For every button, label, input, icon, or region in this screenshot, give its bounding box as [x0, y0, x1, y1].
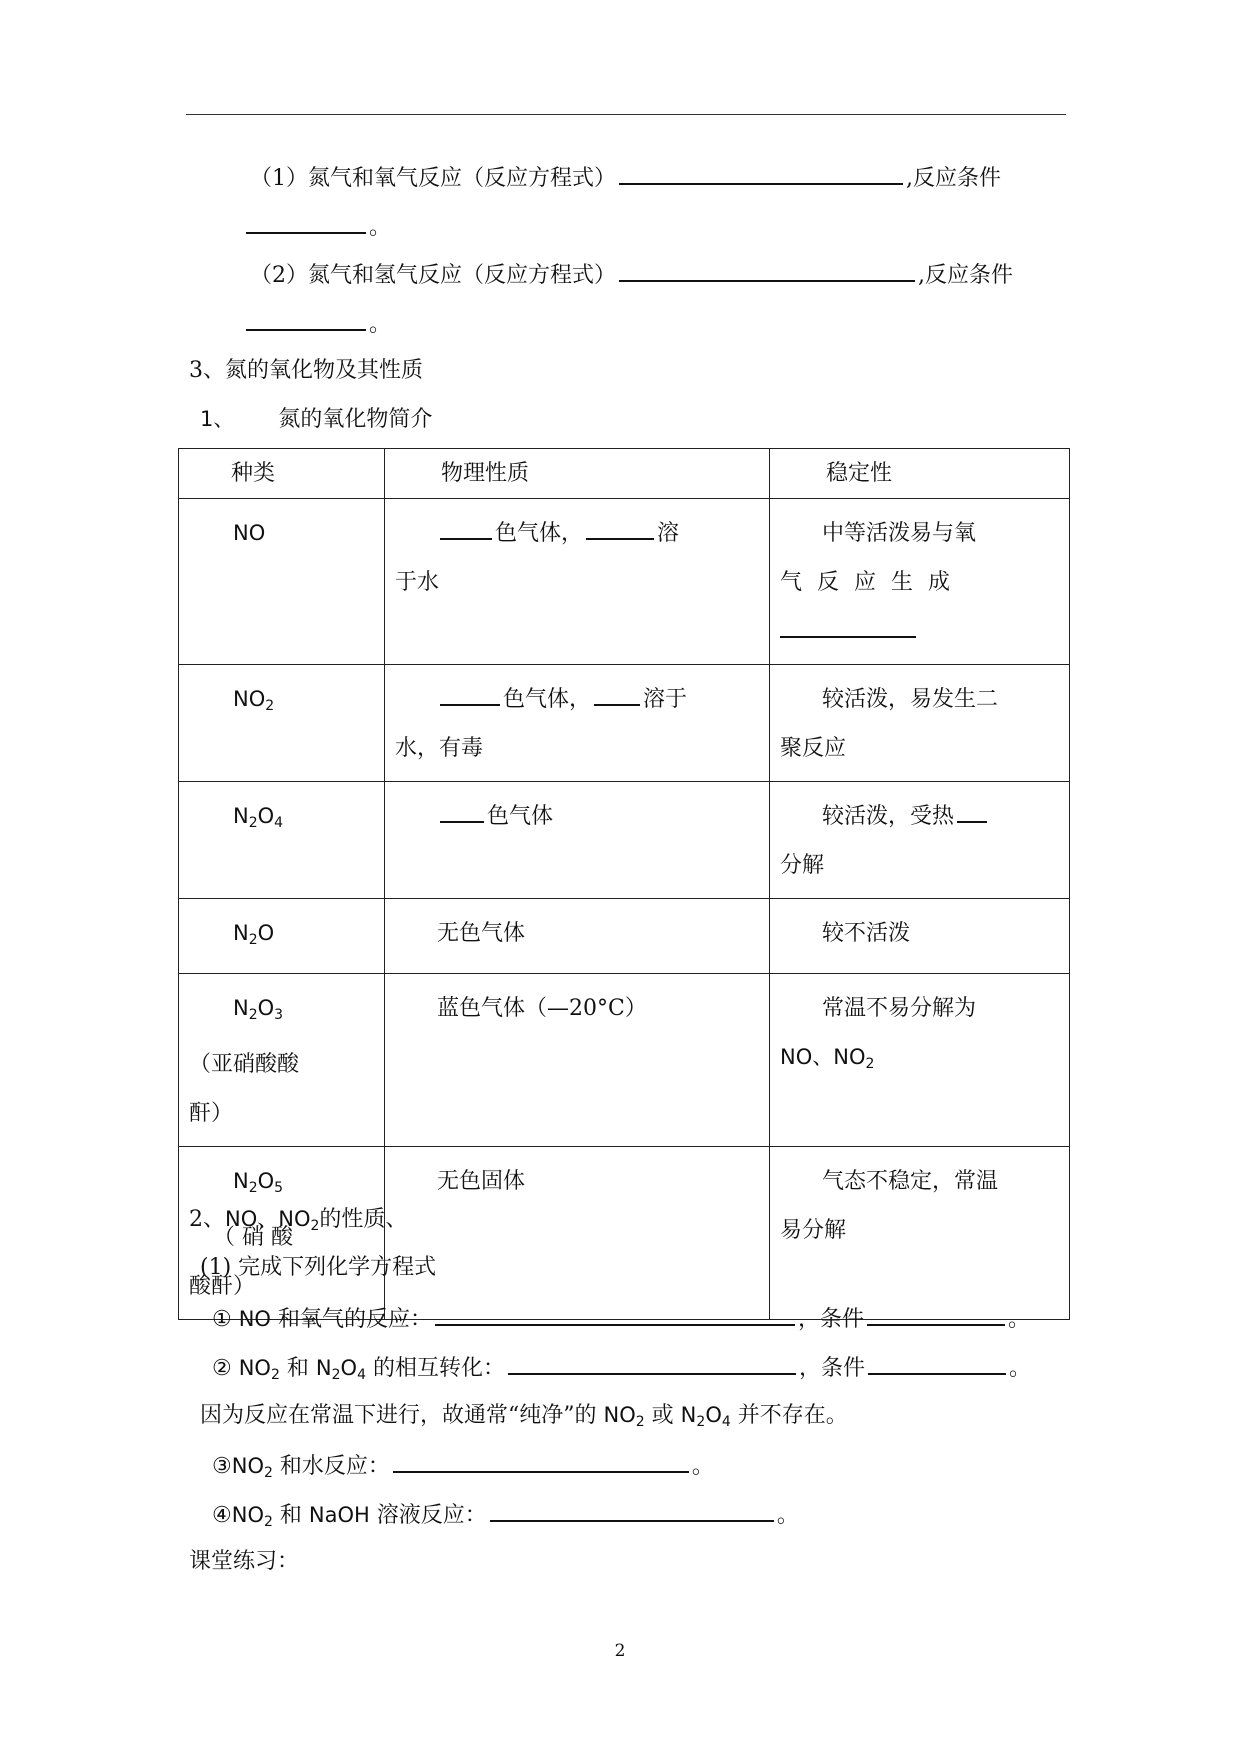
reaction-item-1-condition: 。 — [246, 210, 391, 243]
answer-blank[interactable] — [508, 1351, 796, 1375]
answer-blank[interactable] — [246, 307, 366, 331]
answer-blank[interactable] — [868, 1351, 1006, 1375]
answer-blank[interactable] — [867, 1302, 1005, 1326]
table-header-row — [179, 449, 1070, 499]
answer-blank[interactable] — [393, 1449, 689, 1473]
answer-blank[interactable] — [780, 614, 916, 638]
table-header: 物理性质 — [385, 449, 770, 499]
answer-blank[interactable] — [440, 682, 500, 706]
header-rule — [186, 114, 1066, 115]
answer-blank[interactable] — [594, 682, 640, 706]
practice-heading: 课堂练习： — [189, 1549, 300, 1574]
equation-3: $③NO_2$ 和水反应： 。 — [212, 1449, 714, 1488]
table-row: $N_2O_5$ （ 硝 酸 酸酐） 无色固体 气态不稳定，常温 易分解 — [179, 1147, 1070, 1320]
question-1: (1) 完成下列化学方程式 — [200, 1255, 437, 1280]
oxide-formula: $NO_2$ — [233, 687, 275, 714]
oxide-formula: $N_2O$ — [233, 921, 275, 948]
reaction-item-1: （1）氮气和氧气反应（反应方程式） ,反应条件 — [250, 161, 1001, 194]
answer-blank[interactable] — [490, 1498, 774, 1522]
answer-blank[interactable] — [619, 161, 903, 185]
note-text: 因为反应在常温下进行，故通常“纯净”的 $NO_2$ 或 $N_2O_4$ 并不存在。 — [200, 1403, 848, 1430]
answer-blank[interactable] — [586, 516, 654, 540]
equation-4: $④NO_2$ 和 NaOH 溶液反应： 。 — [212, 1498, 799, 1537]
reaction-item-2-condition: 。 — [246, 307, 391, 340]
oxide-formula: $N_2O_5$ — [233, 1169, 284, 1196]
answer-blank[interactable] — [435, 1302, 795, 1326]
answer-blank[interactable] — [440, 516, 492, 540]
table-header: 种类 — [179, 449, 385, 499]
oxide-formula: $N_2O_3$ — [233, 996, 284, 1023]
answer-blank[interactable] — [246, 210, 366, 234]
oxide-formula: NO — [233, 521, 266, 545]
page-number: 2 — [614, 1641, 626, 1661]
table-row: $NO_2$ 色气体， 溶于 水，有毒 较活泼，易发生二 聚反应 — [179, 665, 1070, 782]
reaction-item-2: （2）氮气和氢气反应（反应方程式） ,反应条件 — [250, 258, 1013, 291]
oxides-table — [178, 448, 1070, 1320]
answer-blank[interactable] — [619, 258, 915, 282]
equation-2: ② $NO_2$ 和 $N_2O_4$ 的相互转化： ，条件 。 — [212, 1351, 1031, 1390]
table-row: $N_2O_4$ 色气体 较活泼，受热 分解 — [179, 782, 1070, 899]
table-row: NO 色气体， 溶 于水 中等活泼易与氧 气 反 应 生 成 — [179, 499, 1070, 665]
equation-1: ① NO 和氧气的反应： ，条件 。 — [212, 1302, 1030, 1335]
section-heading: 3、氮的氧化物及其性质 — [189, 358, 423, 383]
subsection-heading: 1、 氮的氧化物简介 — [200, 407, 433, 432]
answer-blank[interactable] — [957, 799, 987, 823]
answer-blank[interactable] — [440, 799, 484, 823]
oxide-formula: $N_2O_4$ — [233, 804, 284, 831]
table-header: 稳定性 — [770, 449, 1070, 499]
section-heading: 2、NO、$NO_2$的性质、 — [189, 1207, 408, 1234]
table-row: $N_2O_3$ （亚硝酸酸 酐） 蓝色气体（—20°C） 常温不易分解为 NO、$NO_2$ — [179, 974, 1070, 1147]
table-row: $N_2O$ 无色气体 较不活泼 — [179, 899, 1070, 974]
